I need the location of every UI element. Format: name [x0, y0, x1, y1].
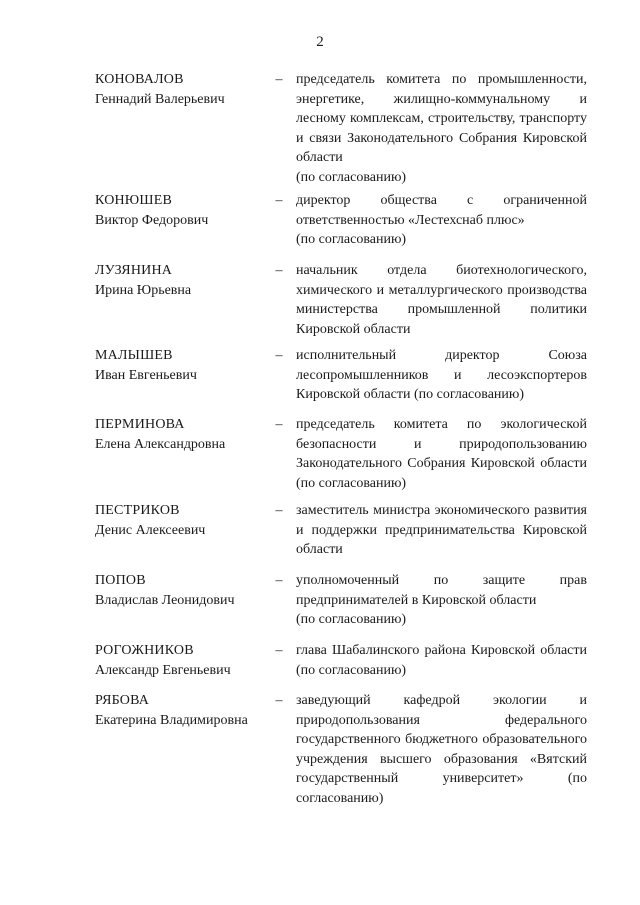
member-role-note: (по согласованию) — [296, 612, 407, 627]
member-role-text: исполнительный директор Союза лесопромышленников и лесоэкспортеров Кировской области (по согласованию) — [296, 348, 587, 402]
member-given-name: Елена Александровна — [95, 436, 226, 452]
member-role-text: председатель комитета по промышленности, энергетике, жилищно-коммунальному и лесному комплексам, строительству, транспорту и связи Законодательного Собрания Кировской области — [296, 72, 587, 165]
dash-separator: – — [275, 643, 283, 658]
member-name — [95, 346, 270, 385]
member-role-note: (по согласованию) — [296, 169, 407, 185]
member-role-text: начальник отдела биотехнологического, химического и металлургического производства министерства промышленной политики Кировской области — [296, 263, 587, 337]
member-role — [296, 70, 587, 187]
member-role-text: глава Шабалинского района Кировской области (по согласованию) — [296, 643, 587, 678]
member-role — [296, 641, 587, 680]
member-role — [296, 501, 587, 560]
member-name — [95, 415, 270, 454]
member-role-text: заместитель министра экономического развития и поддержки предпринимательства Кировской области — [296, 503, 587, 557]
member-role — [296, 571, 587, 630]
member-surname: МАЛЫШЕВ — [95, 348, 173, 363]
member-name — [95, 191, 270, 230]
dash-separator: – — [275, 693, 283, 708]
member-given-name: Владислав Леонидович — [95, 592, 235, 608]
member-given-name: Геннадий Валерьевич — [95, 91, 225, 107]
member-name — [95, 501, 270, 540]
member-name — [95, 641, 270, 680]
member-role — [296, 415, 587, 493]
member-role — [296, 346, 587, 405]
member-given-name: Александр Евгеньевич — [95, 662, 231, 678]
member-role — [296, 261, 587, 339]
member-name — [95, 691, 270, 730]
member-given-name: Денис Алексеевич — [95, 522, 206, 538]
member-role-text: директор общества с ограниченной ответственностью «Лестехснаб плюс» — [296, 193, 587, 228]
member-surname: РОГОЖНИКОВ — [95, 643, 194, 658]
member-surname: ЛУЗЯНИНА — [95, 263, 173, 278]
member-role — [296, 191, 587, 250]
member-role-text: уполномоченный по защите прав предпринимателей в Кировской области — [296, 573, 587, 608]
member-name — [95, 70, 270, 109]
dash-separator: – — [275, 503, 283, 518]
member-surname: КОНЮШЕВ — [95, 193, 173, 208]
member-surname: РЯБОВА — [95, 693, 150, 708]
member-surname: ПЕСТРИКОВ — [95, 503, 180, 518]
member-name — [95, 261, 270, 300]
member-role-text: председатель комитета по экологической безопасности и природопользованию Законодательного Собрания Кировской области (по согласованию) — [296, 417, 587, 491]
member-given-name: Ирина Юрьевна — [95, 282, 192, 298]
member-given-name: Виктор Федорович — [95, 212, 209, 228]
member-surname: ПОПОВ — [95, 573, 146, 588]
member-surname: ПЕРМИНОВА — [95, 417, 185, 432]
dash-separator: – — [275, 263, 283, 278]
member-role-text: заведующий кафедрой экологии и природопользования федерального государственного бюджетного образовательного учреждения высшего образования «Вятский государственный университет» (по согласованию) — [296, 693, 587, 806]
dash-separator: – — [275, 348, 283, 363]
dash-separator: – — [275, 193, 283, 208]
dash-separator: – — [275, 417, 283, 432]
member-surname: КОНОВАЛОВ — [95, 72, 184, 87]
member-name — [95, 571, 270, 610]
page-number: 2 — [316, 34, 324, 50]
member-role — [296, 691, 587, 808]
member-role-note: (по согласованию) — [296, 232, 407, 247]
member-given-name: Екатерина Владимировна — [95, 712, 248, 728]
member-given-name: Иван Евгеньевич — [95, 367, 197, 383]
dash-separator: – — [275, 573, 283, 588]
dash-separator: – — [275, 72, 283, 87]
